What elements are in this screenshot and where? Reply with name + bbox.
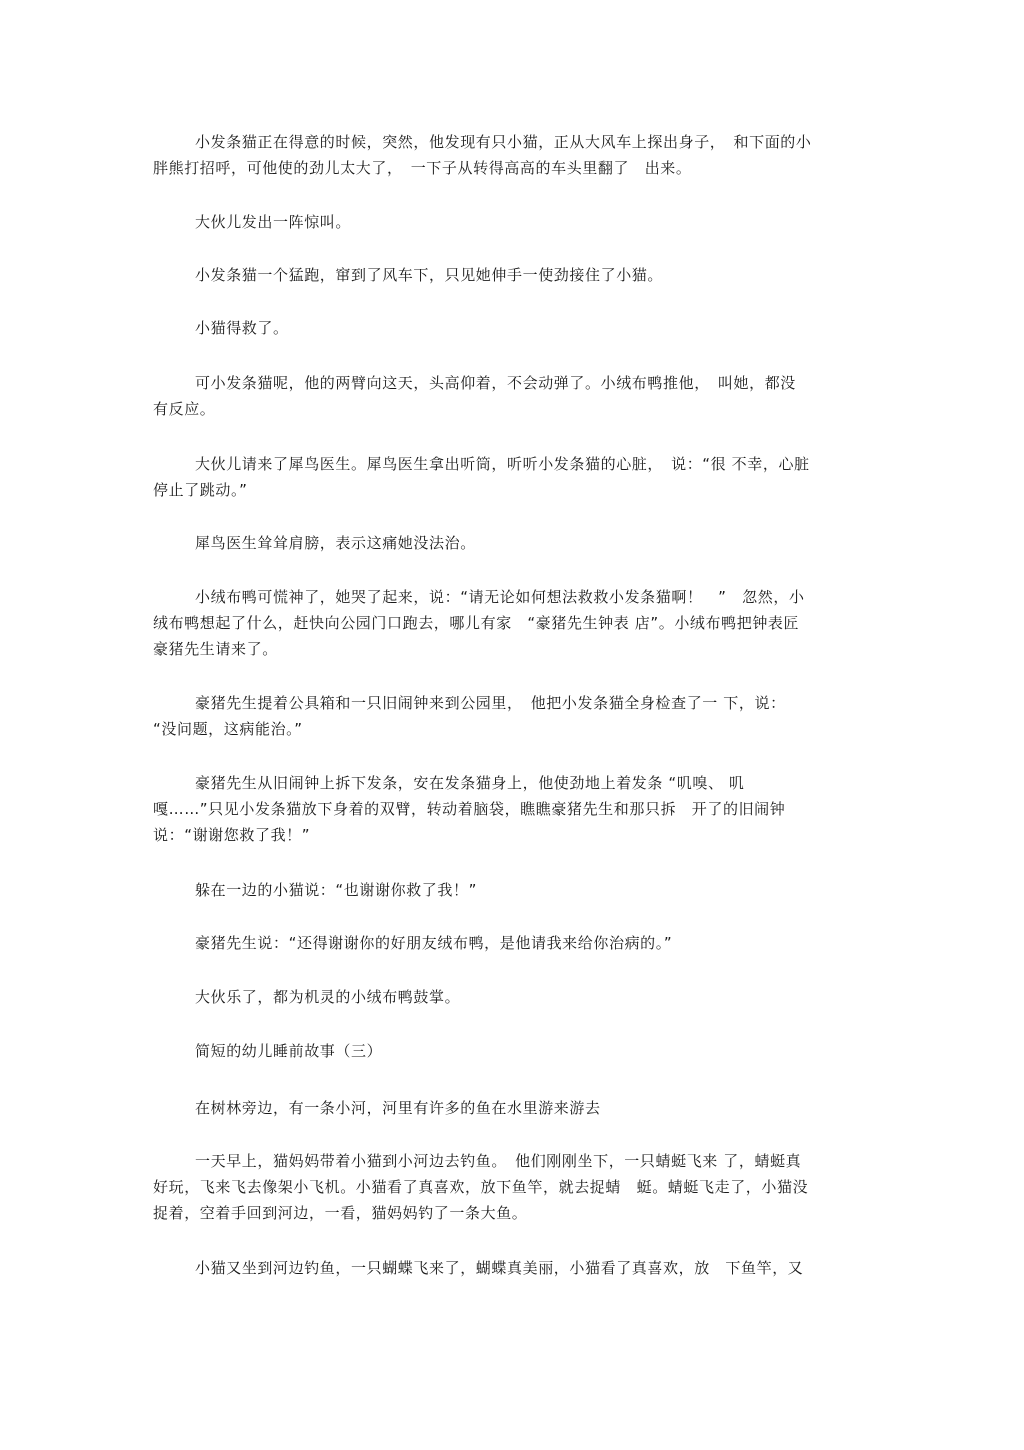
- paragraph: [153, 584, 869, 662]
- paragraph: [153, 930, 869, 956]
- text-line: 有反应。: [153, 400, 216, 418]
- paragraph: [153, 530, 869, 556]
- text-line: 小发条猫正在得意的时候，突然，他发现有只小猫，正从大风车上探出身子， 和下面的小: [195, 133, 812, 151]
- text-line: 豪猪先生提着公具箱和一只旧闹钟来到公园里， 他把小发条猫全身检查了一 下，说：: [195, 694, 786, 712]
- text-line: 犀鸟医生耸耸肩膀，表示这痛她没法治。: [195, 534, 476, 552]
- text-line: 说：“谢谢您救了我！”: [153, 826, 311, 844]
- text-line: 小绒布鸭可慌神了，她哭了起来，说：“请无论如何想法救救小发条猫啊！ ” 忽然，小: [195, 588, 805, 606]
- paragraph: [153, 129, 869, 181]
- paragraph: [153, 315, 869, 341]
- text-line: 豪猪先生说：“还得谢谢你的好朋友绒布鸭，是他请我来给你治病的。”: [195, 934, 673, 952]
- text-line: 小猫得救了。: [195, 319, 289, 337]
- text-line: 好玩，飞来飞去像架小飞机。小猫看了真喜欢，放下鱼竿，就去捉蜻 蜓。蜻蜓飞走了，小猫没: [153, 1178, 809, 1196]
- text-line: 胖熊打招呼，可他使的劲儿太大了， 一下子从转得高高的车头里翻了 出来。: [153, 159, 692, 177]
- text-line: “没问题，这病能治。”: [153, 720, 303, 738]
- paragraph: [153, 262, 869, 288]
- text-line: 可小发条猫呢，他的两臂向这天，头高仰着，不会动弹了。小绒布鸭推他， 叫她，都没: [195, 374, 796, 392]
- text-line: 绒布鸭想起了什么，赶快向公园门口跑去，哪儿有家 “豪猪先生钟表 店”。小绒布鸭把钟表匠: [153, 614, 800, 632]
- text-line: 豪猪先生从旧闹钟上拆下发条，安在发条猫身上，他使劲地上着发条 “叽嗅、 叽: [195, 774, 745, 792]
- paragraph: [153, 1095, 869, 1121]
- text-line: 一天早上，猫妈妈带着小猫到小河边去钓鱼。 他们刚刚坐下，一只蜻蜓飞来 了，蜻蜓真: [195, 1152, 802, 1170]
- text-line: 捉着，空着手回到河边，一看，猫妈妈钓了一条大鱼。: [153, 1204, 528, 1222]
- paragraph: [153, 877, 869, 903]
- text-line: 简短的幼儿睡前故事（三）: [195, 1042, 383, 1060]
- paragraph: [153, 1148, 869, 1226]
- text-line: 大伙儿请来了犀鸟医生。犀鸟医生拿出听筒，听听小发条猫的心脏， 说：“很 不幸，心脏: [195, 455, 810, 473]
- text-line: 小猫又坐到河边钓鱼，一只蝴蝶飞来了，蝴蝶真美丽，小猫看了真喜欢，放 下鱼竿，又: [195, 1259, 804, 1277]
- text-line: 躲在一边的小猫说：“也谢谢你救了我！”: [195, 881, 477, 899]
- text-line: 豪猪先生请来了。: [153, 640, 278, 658]
- paragraph: [153, 370, 869, 422]
- text-line: 停止了跳动。”: [153, 481, 248, 499]
- paragraph: [153, 690, 869, 742]
- paragraph: [153, 770, 869, 848]
- text-line: 嘎……”只见小发条猫放下身着的双臂，转动着脑袋，瞧瞧豪猪先生和那只拆 开了的旧闹钟: [153, 800, 786, 818]
- paragraph: [153, 1255, 869, 1281]
- paragraph: [153, 451, 869, 503]
- section-heading: [153, 1038, 869, 1064]
- paragraph: [153, 984, 869, 1010]
- text-line: 大伙儿发出一阵惊叫。: [195, 213, 352, 231]
- text-line: 大伙乐了，都为机灵的小绒布鸭鼓掌。: [195, 988, 461, 1006]
- paragraph: [153, 209, 869, 235]
- text-line: 小发条猫一个猛跑，窜到了风车下，只见她伸手一使劲接住了小猫。: [195, 266, 664, 284]
- text-line: 在树林旁边，有一条小河，河里有许多的鱼在水里游来游去: [195, 1099, 601, 1117]
